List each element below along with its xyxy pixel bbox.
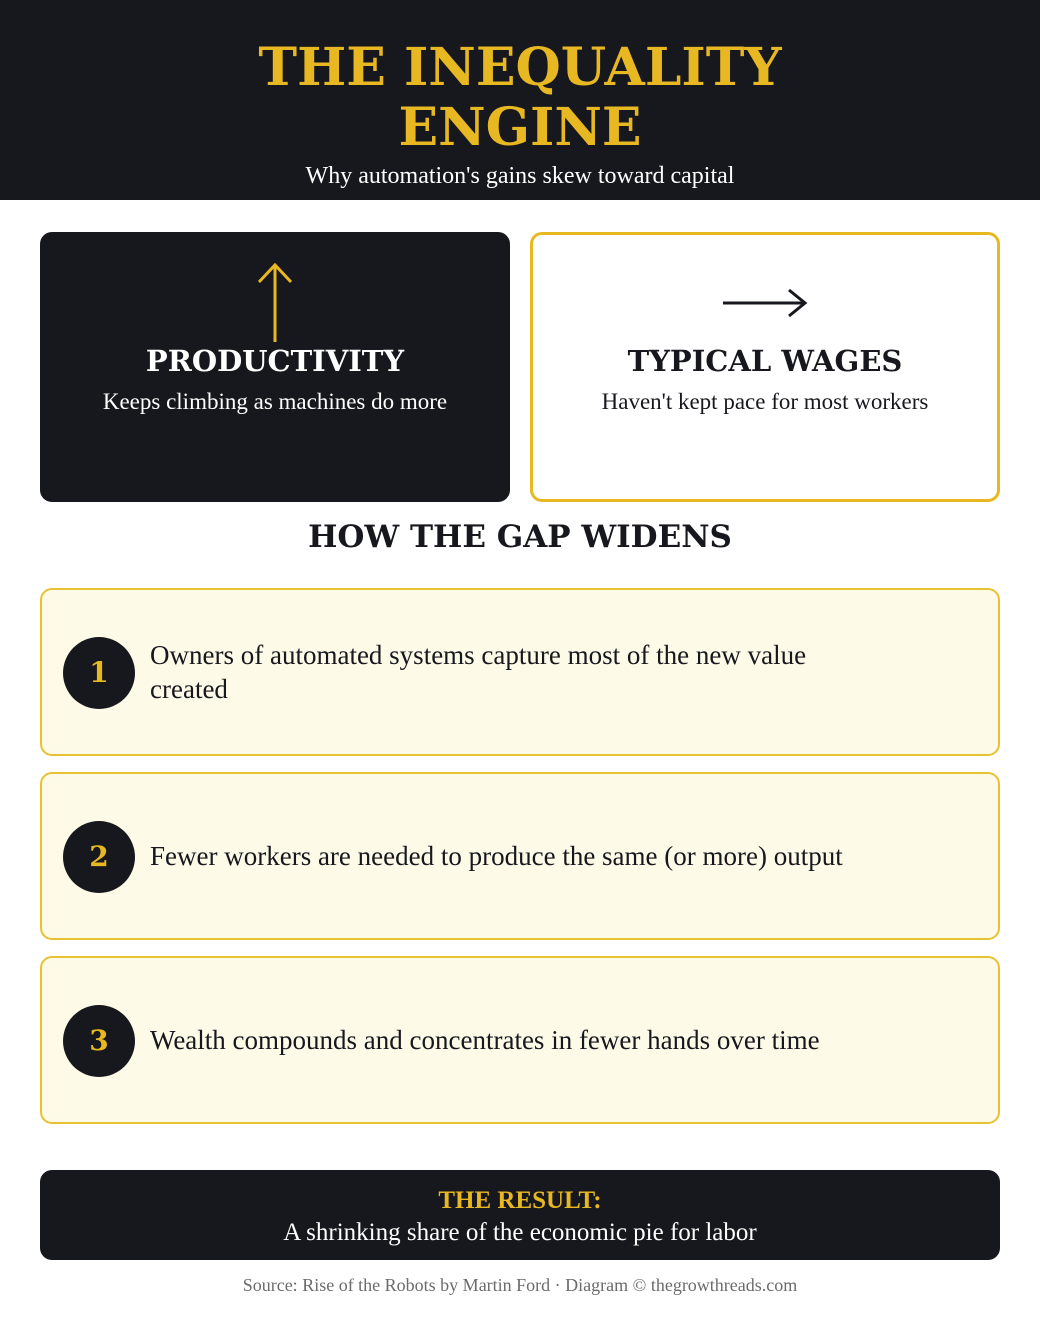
- result-label: THE RESULT:: [438, 1187, 602, 1214]
- step-text: Wealth compounds and concentrates in fewer hands over time: [150, 1025, 820, 1055]
- step-number-badge: 2: [63, 821, 135, 893]
- result-banner: [40, 1170, 1000, 1260]
- typical-wages-description: Haven't kept pace for most workers: [601, 389, 929, 414]
- productivity-card: [40, 232, 510, 502]
- step-1: [40, 588, 1000, 756]
- page-title: [0, 38, 1040, 158]
- productivity-title: PRODUCTIVITY: [145, 344, 405, 378]
- section-heading: HOW THE GAP WIDENS: [308, 519, 732, 555]
- result-text: A shrinking share of the economic pie for labor: [283, 1219, 757, 1246]
- source-credit: Source: Rise of the Robots by Martin Ford · Diagram © thegrowthreads.com: [242, 1275, 798, 1295]
- typical-wages-card: [530, 232, 1000, 502]
- productivity-description: Keeps climbing as machines do more: [102, 389, 448, 414]
- arrow-up-icon: [40, 262, 510, 348]
- arrow-right-icon: [533, 287, 997, 323]
- header-banner: [0, 0, 1040, 200]
- step-text: Owners of automated systems capture most of the new value created: [150, 640, 807, 704]
- title-line-2: ENGINE: [398, 97, 642, 158]
- page-subtitle: Why automation's gains skew toward capital: [305, 163, 735, 189]
- typical-wages-title: TYPICAL WAGES: [627, 344, 903, 378]
- step-number-badge: 3: [63, 1005, 135, 1077]
- step-text: Fewer workers are needed to produce the same (or more) output: [150, 841, 843, 871]
- title-line-1: THE INEQUALITY: [258, 37, 782, 98]
- step-number-badge: 1: [63, 637, 135, 709]
- step-3: [40, 956, 1000, 1124]
- step-2: [40, 772, 1000, 940]
